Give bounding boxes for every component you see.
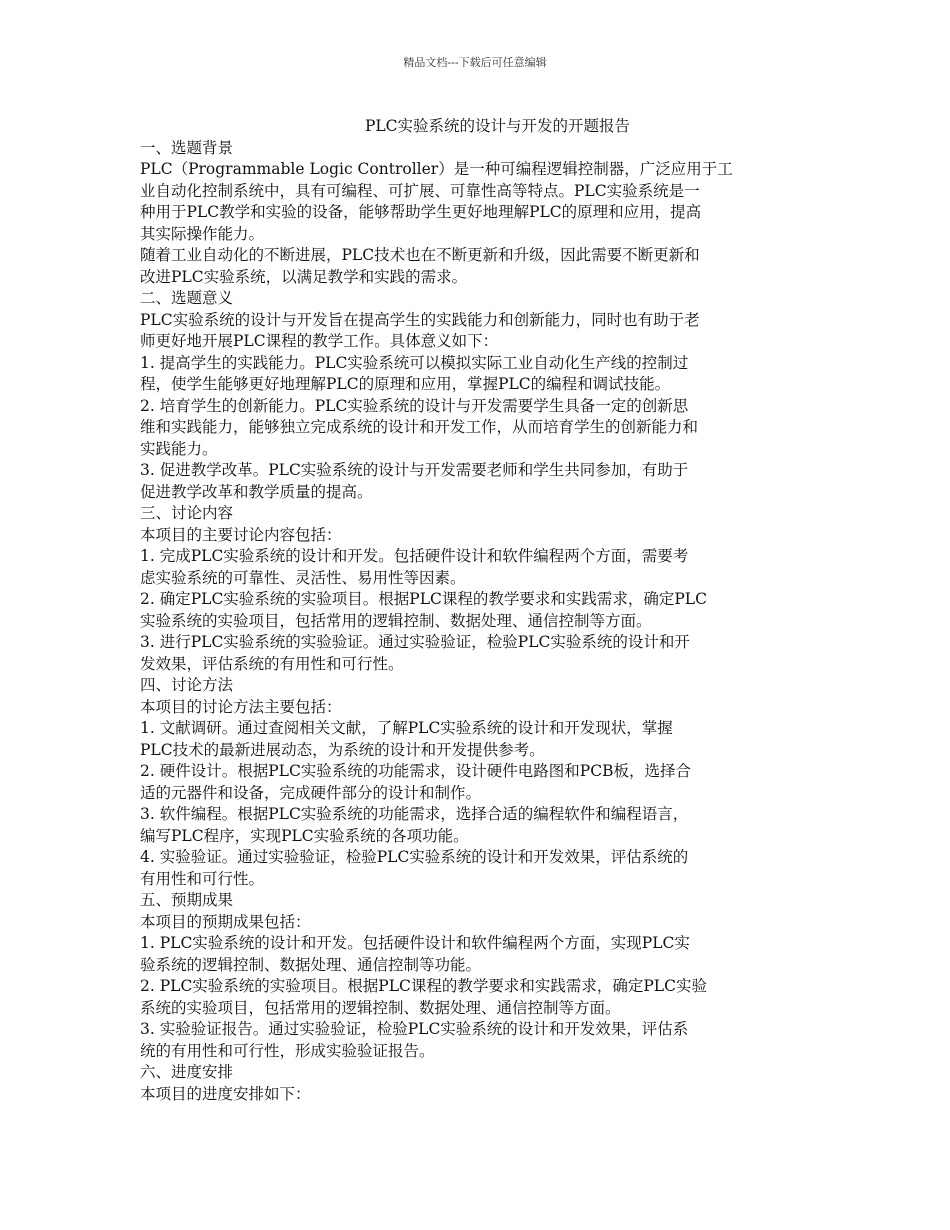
text-line: 本项目的讨论方法主要包括： xyxy=(140,697,342,716)
section-heading-content: 三、讨论内容 xyxy=(140,504,234,522)
text-line: 种用于PLC教学和实验的设备，能够帮助学生更好地理解PLC的原理和应用，提高 xyxy=(140,203,702,221)
text-line: PLC实验系统的设计与开发旨在提高学生的实践能力和创新能力，同时也有助于老 xyxy=(140,310,700,329)
text-line: 维和实践能力，能够独立完成系统的设计和开发工作，从而培育学生的创新能力和 xyxy=(140,418,699,436)
text-line: 改进PLC实验系统，以满足教学和实践的需求。 xyxy=(140,267,468,286)
text-line: 1. PLC实验系统的设计和开发。包括硬件设计和软件编程两个方面，实现PLC实 xyxy=(140,934,690,952)
document-title: PLC实验系统的设计与开发的开题报告 xyxy=(364,117,631,135)
text-line: 适的元器件和设备，完成硬件部分的设计和制作。 xyxy=(140,783,482,802)
text-line: 发效果，评估系统的有用性和可行性。 xyxy=(140,654,404,673)
text-line: 2. 确定PLC实验系统的实验项目。根据PLC课程的教学要求和实践需求，确定PLC xyxy=(140,590,707,608)
text-line: 1. 文献调研。通过查阅相关文献，了解PLC实验系统的设计和开发现状，掌握 xyxy=(140,719,673,737)
text-line: 3. 促进教学改革。PLC实验系统的设计与开发需要老师和学生共同参加，有助于 xyxy=(140,461,689,479)
text-line: 统的有用性和可行性，形成实验验证报告。 xyxy=(140,1041,435,1060)
text-line: 本项目的预期成果包括： xyxy=(140,912,311,931)
text-line: 随着工业自动化的不断进展，PLC技术也在不断更新和升级，因此需要不断更新和 xyxy=(140,246,700,264)
text-line: PLC技术的最新进展动态，为系统的设计和开发提供参考。 xyxy=(140,740,545,759)
text-line: 本项目的进度安排如下： xyxy=(140,1084,311,1103)
text-line: 师更好地开展PLC课程的教学工作。具体意义如下： xyxy=(140,332,499,350)
text-line: PLC（Programmable Logic Controller）是一种可编程逻辑控制器，广泛应用于工 xyxy=(140,160,733,178)
text-line: 2. PLC实验系统的实验项目。根据PLC课程的教学要求和实践需求，确定PLC实验 xyxy=(140,977,707,995)
section-heading-schedule: 六、进度安排 xyxy=(140,1063,234,1081)
text-line: 系统的实验项目，包括常用的逻辑控制、数据处理、通信控制等方面。 xyxy=(140,998,621,1017)
text-line: 1. 提高学生的实践能力。PLC实验系统可以模拟实际工业自动化生产线的控制过 xyxy=(140,353,689,372)
section-heading-outcomes: 五、预期成果 xyxy=(140,891,234,909)
section-heading-background: 一、选题背景 xyxy=(140,138,234,157)
text-line: 3. 软件编程。根据PLC实验系统的功能需求，选择合适的编程软件和编程语言， xyxy=(140,805,689,823)
text-line: 2. 培育学生的创新能力。PLC实验系统的设计与开发需要学生具备一定的创新思 xyxy=(140,396,689,415)
text-line: 虑实验系统的可靠性、灵活性、易用性等因素。 xyxy=(140,568,466,587)
text-line: 实践能力。 xyxy=(140,439,218,458)
text-line: 本项目的主要讨论内容包括： xyxy=(140,525,342,544)
text-line: 其实际操作能力。 xyxy=(140,224,265,243)
document-body xyxy=(140,116,815,1105)
section-heading-methods: 四、讨论方法 xyxy=(140,676,234,694)
text-line: 1. 完成PLC实验系统的设计和开发。包括硬件设计和软件编程两个方面，需要考 xyxy=(140,547,689,565)
text-line: 3. 实验验证报告。通过实验验证，检验PLC实验系统的设计和开发效果，评估系 xyxy=(140,1020,689,1038)
text-line: 程，使学生能够更好地理解PLC的原理和应用，掌握PLC的编程和调试技能。 xyxy=(140,375,671,393)
document-lines xyxy=(140,138,815,1106)
text-line: 有用性和可行性。 xyxy=(140,869,265,888)
text-line: 验系统的逻辑控制、数据处理、通信控制等功能。 xyxy=(140,955,482,974)
text-line: 4. 实验验证。通过实验验证，检验PLC实验系统的设计和开发效果，评估系统的 xyxy=(140,848,689,866)
page-header: 精品文档---下载后可任意编辑 xyxy=(403,56,547,69)
text-line: 2. 硬件设计。根据PLC实验系统的功能需求，设计硬件电路图和PCB板，选择合 xyxy=(140,762,691,780)
text-line: 实验系统的实验项目，包括常用的逻辑控制、数据处理、通信控制等方面。 xyxy=(140,611,652,630)
text-line: 业自动化控制系统中，具有可编程、可扩展、可靠性高等特点。PLC实验系统是一 xyxy=(140,181,700,200)
text-line: 促进教学改革和教学质量的提高。 xyxy=(140,482,373,501)
text-line: 编写PLC程序，实现PLC实验系统的各项功能。 xyxy=(140,826,469,845)
text-line: 3. 进行PLC实验系统的实验验证。通过实验验证，检验PLC实验系统的设计和开 xyxy=(140,633,690,651)
section-heading-significance: 二、选题意义 xyxy=(140,289,234,307)
